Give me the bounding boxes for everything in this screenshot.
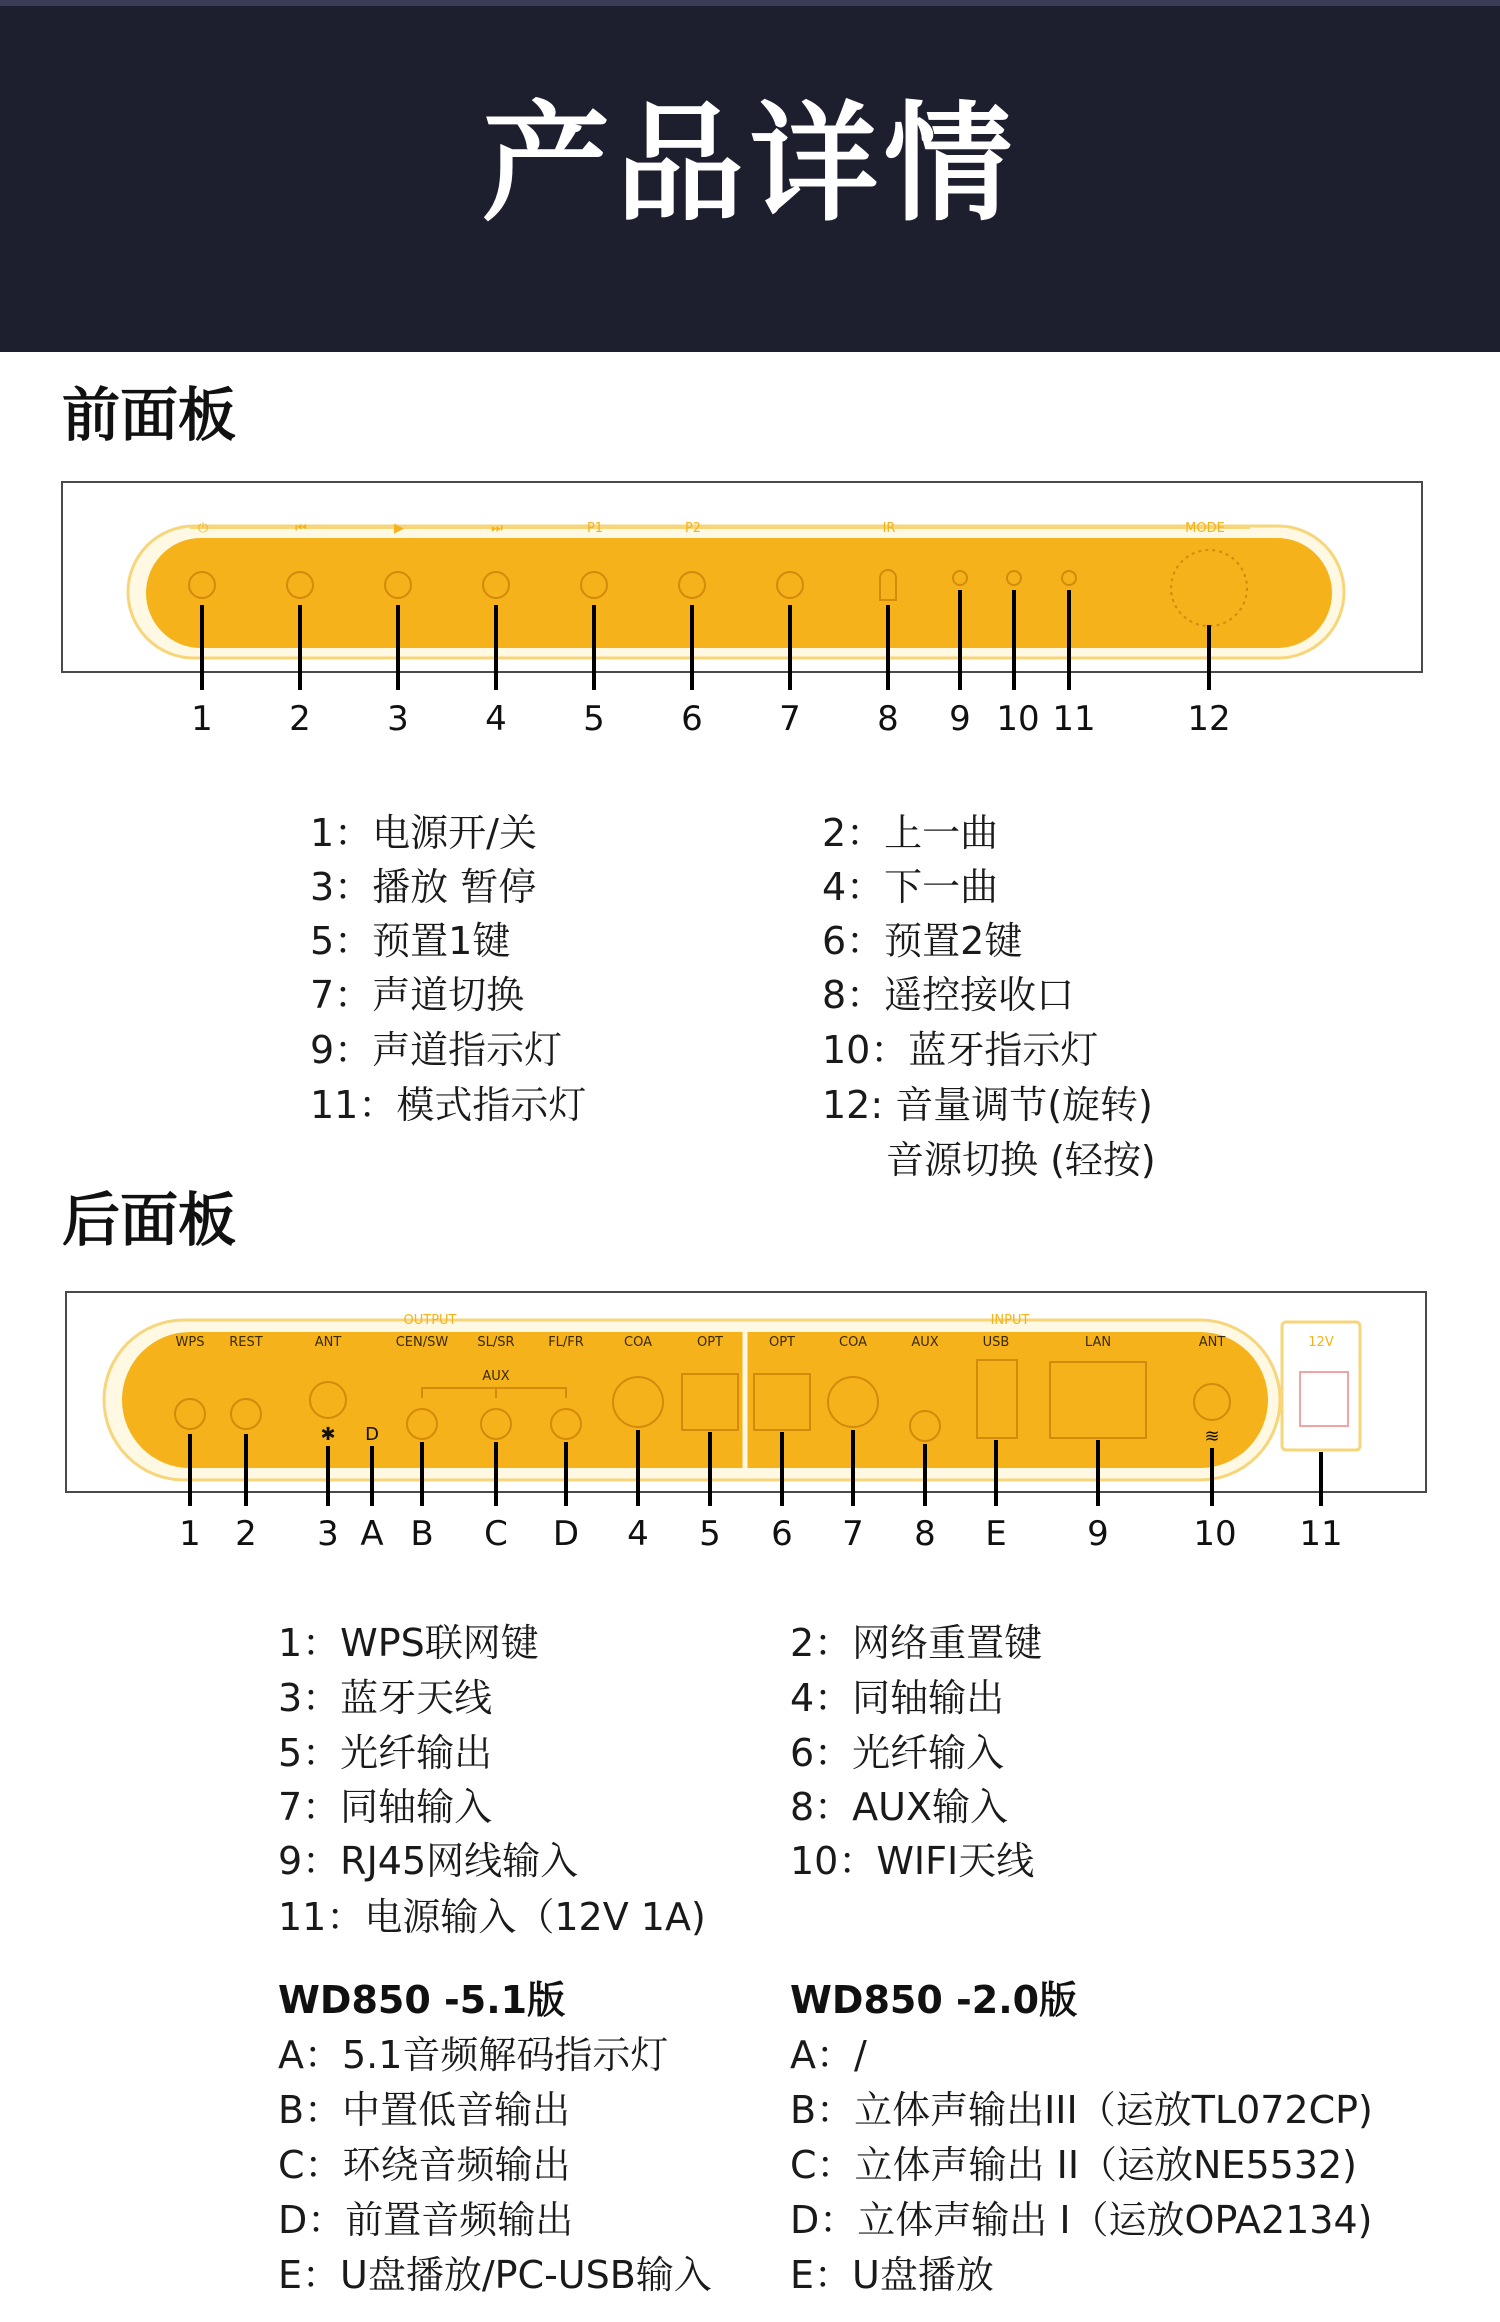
version-5-1-item: B：中置低音输出 (278, 2088, 571, 2132)
page-title: 产品详情 (481, 90, 1018, 239)
rear-num-b: B (410, 1514, 434, 1554)
front-panel-svg (0, 470, 1500, 750)
front-legend-item: 5：预置1键 (310, 919, 511, 963)
front-panel-title: 前面板 (62, 381, 237, 449)
version-5-1-item: D：前置音频输出 (278, 2198, 574, 2242)
aux-group-label: AUX (482, 1369, 510, 1384)
rear-panel-svg (0, 1280, 1500, 1560)
front-legend-item: 10：蓝牙指示灯 (822, 1028, 1099, 1072)
front-legend-item: 9：声道指示灯 (310, 1028, 563, 1072)
front-num-1: 1 (191, 699, 213, 739)
port-label-coa-out: COA (624, 1335, 652, 1350)
next-icon: ⏭ (491, 521, 503, 536)
rear-num-9: 9 (1087, 1514, 1109, 1554)
header-banner (0, 0, 1500, 352)
rear-num-2: 2 (235, 1514, 257, 1554)
port-label-ant-wifi: ANT (1198, 1335, 1226, 1350)
decoder-indicator-icon: D (365, 1424, 379, 1445)
version-2-0-item: C：立体声输出 II（运放NE5532) (790, 2143, 1357, 2187)
front-label-ir: IR (882, 521, 896, 536)
front-legend-item: 4：下一曲 (822, 865, 999, 909)
rear-num-5: 5 (699, 1514, 721, 1554)
rear-legend-item: 11：电源输入（12V 1A) (278, 1895, 706, 1939)
rear-legend-item: 4：同轴输出 (790, 1676, 1005, 1720)
version-2-0-item: E：U盘播放 (790, 2253, 994, 2297)
output-group-label: OUTPUT (403, 1313, 457, 1328)
rear-legend-item: 3：蓝牙天线 (278, 1676, 493, 1720)
front-num-8: 8 (877, 699, 899, 739)
port-label-ant: ANT (314, 1335, 342, 1350)
version-2-0-item: A：/ (790, 2033, 867, 2077)
rear-num-3: 3 (317, 1514, 339, 1554)
prev-icon: ⏮ (295, 521, 307, 536)
version-2-0-item: D：立体声输出 I（运放OPA2134) (790, 2198, 1373, 2242)
rear-num-d: D (552, 1514, 580, 1554)
input-group-label: INPUT (990, 1313, 1030, 1328)
rear-legend-item: 6：光纤输入 (790, 1731, 1005, 1775)
port-label-coa-in: COA (839, 1335, 867, 1350)
port-label-rest: REST (229, 1335, 263, 1350)
rear-num-e: E (985, 1514, 1007, 1554)
port-label-sl-sr: SL/SR (477, 1335, 515, 1350)
rear-panel-title: 后面板 (62, 1186, 237, 1254)
front-legend-item: 11：模式指示灯 (310, 1083, 587, 1127)
wifi-icon: ≋ (1204, 1426, 1220, 1447)
rear-legend-item: 2：网络重置键 (790, 1621, 1043, 1665)
version-5-1-item: C：环绕音频输出 (278, 2143, 571, 2187)
port-label-opt-out: OPT (696, 1335, 724, 1350)
version-2-0-item: B：立体声输出III（运放TL072CP) (790, 2088, 1373, 2132)
rear-num-4: 4 (627, 1514, 649, 1554)
front-num-9: 9 (949, 699, 971, 739)
front-num-11: 11 (1052, 699, 1096, 739)
power-socket (1300, 1372, 1348, 1426)
port-label-lan: LAN (1084, 1335, 1112, 1350)
front-legend-item: 音源切换 (轻按) (886, 1138, 1156, 1182)
bluetooth-icon: ✱ (320, 1424, 336, 1445)
rear-legend-item: 7：同轴输入 (278, 1785, 493, 1829)
version-5-1-item: E：U盘播放/PC-USB输入 (278, 2253, 712, 2297)
front-legend-item: 1：电源开/关 (310, 811, 537, 855)
port-label-fl-fr: FL/FR (548, 1335, 584, 1350)
front-num-10: 10 (996, 699, 1040, 739)
port-label-cen-sw: CEN/SW (395, 1335, 449, 1350)
front-num-3: 3 (387, 699, 409, 739)
front-label-p1: P1 (586, 521, 604, 536)
version-5-1-title: WD850 -5.1版 (278, 1978, 566, 2022)
rear-num-1: 1 (179, 1514, 201, 1554)
front-num-4: 4 (485, 699, 507, 739)
rear-legend-item: 9：RJ45网线输入 (278, 1839, 579, 1883)
front-legend-item: 2：上一曲 (822, 811, 999, 855)
front-num-6: 6 (681, 699, 703, 739)
rear-panel-diagram (0, 1280, 1500, 1560)
rear-num-10: 10 (1193, 1514, 1237, 1554)
port-label-aux: AUX (911, 1335, 939, 1350)
front-legend-item: 7：声道切换 (310, 973, 525, 1017)
front-num-12: 12 (1187, 699, 1231, 739)
front-panel-body (146, 538, 1332, 648)
front-label-mode: MODE (1185, 521, 1225, 536)
front-num-5: 5 (583, 699, 605, 739)
front-panel-diagram (0, 470, 1500, 750)
header-top-line (0, 0, 1500, 6)
port-label-opt-in: OPT (768, 1335, 796, 1350)
rear-legend-item: 5：光纤输出 (278, 1731, 493, 1775)
version-2-0-title: WD850 -2.0版 (790, 1978, 1078, 2022)
front-legend-item: 8：遥控接收口 (822, 973, 1075, 1017)
front-num-7: 7 (779, 699, 801, 739)
front-legend-item: 12: 音量调节(旋转) (822, 1083, 1153, 1127)
rear-legend-item: 1：WPS联网键 (278, 1621, 539, 1665)
rear-num-a: A (360, 1514, 384, 1554)
front-label-p2: P2 (684, 521, 702, 536)
version-5-1-item: A：5.1音频解码指示灯 (278, 2033, 669, 2077)
rear-num-c: C (484, 1514, 508, 1554)
port-label-wps: WPS (175, 1335, 205, 1350)
rear-num-8: 8 (914, 1514, 936, 1554)
front-num-2: 2 (289, 699, 311, 739)
rear-num-7: 7 (842, 1514, 864, 1554)
rear-num-11: 11 (1299, 1514, 1343, 1554)
rear-legend-item: 10：WIFI天线 (790, 1839, 1035, 1883)
rear-num-6: 6 (771, 1514, 793, 1554)
front-legend-item: 6：预置2键 (822, 919, 1023, 963)
port-label-12v: 12V (1308, 1335, 1334, 1350)
front-legend-item: 3：播放 暂停 (310, 865, 537, 909)
rear-legend-item: 8：AUX输入 (790, 1785, 1009, 1829)
play-icon: ▶ (394, 521, 404, 536)
port-label-usb: USB (982, 1335, 1010, 1350)
power-icon: ⏻ (197, 521, 209, 536)
